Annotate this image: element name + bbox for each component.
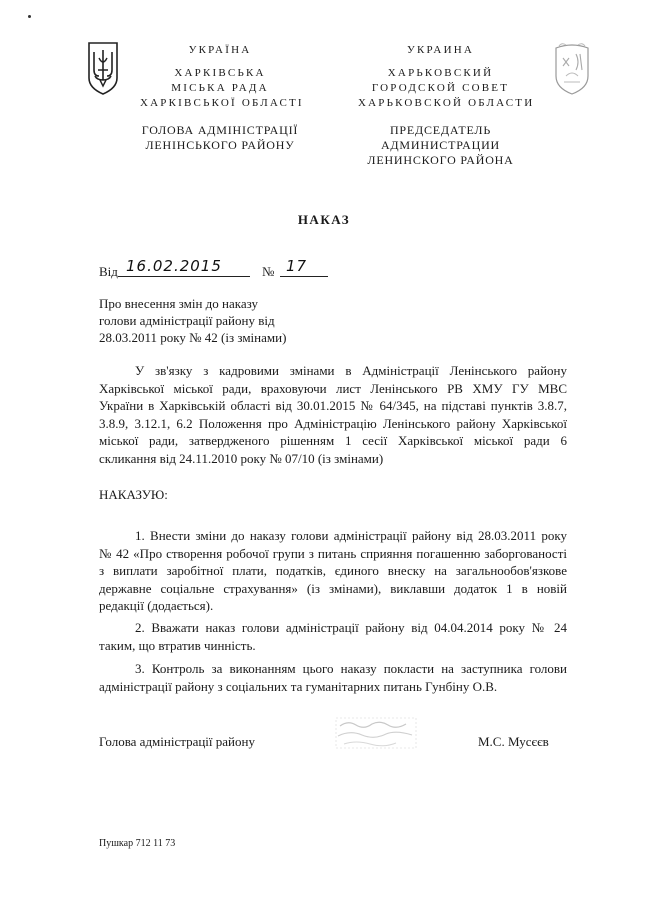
order-word: НАКАЗУЮ: (99, 487, 168, 502)
header-left-council-1: ХАРКІВСЬКА (174, 67, 266, 79)
preamble-line: міської ради, затвердженого рішенням 1 сесії Харківської міської ради 6 (99, 433, 567, 448)
preamble-line: У зв'язку з кадровими змінами в Адміністрації Ленінського району (135, 363, 567, 378)
header-left-country: УКРАЇНА (188, 44, 252, 56)
item-line: 1. Внести зміни до наказу голови адміністрації району від 28.03.2011 року (135, 528, 567, 543)
header-left-council-3: ХАРКІВСЬКОЇ ОБЛАСТІ (140, 97, 304, 109)
order-item-2 (99, 619, 567, 654)
preamble-line: Харківської міської ради, враховуючи лист Ленінського РВ ХМУ ГУ МВС (99, 380, 567, 396)
number-underline (280, 257, 328, 277)
header-left-council-2: МІСЬКА РАДА (171, 82, 269, 94)
order-item-3 (99, 660, 567, 695)
order-item-1 (99, 527, 567, 615)
header-left-office-2: ЛЕНІНСЬКОГО РАЙОНУ (145, 138, 295, 152)
date-underline (118, 257, 250, 277)
kharkiv-coat-of-arms-icon (552, 40, 592, 96)
item-line: № 42 «Про створення робочої групи з питань сприяння погашенню заборгованості (99, 545, 567, 561)
header-right-country: УКРАИНА (406, 44, 474, 56)
subject-line-3: 28.03.2011 року № 42 (із змінами) (99, 330, 287, 345)
header-right-office-2: АДМИНИСТРАЦИИ (380, 138, 501, 152)
header-left-office-1: ГОЛОВА АДМІНІСТРАЦІЇ (141, 123, 299, 137)
signature-position: Голова адміністрації району (99, 734, 255, 749)
header-right-office-1: ПРЕДСЕДАТЕЛЬ (389, 123, 492, 137)
date-handwritten: 16.02.2015 (126, 257, 222, 275)
preamble-line: України в Харківській області від 30.01.2015 № 64/345, на підставі пунктів 3.8.7, (99, 398, 567, 413)
header-right-office-3: ЛЕНИНСКОГО РАЙОНА (367, 153, 514, 167)
item-line: 2. Вважати наказ голови адміністрації району від 04.04.2014 року № 24 (135, 620, 567, 635)
item-line: з виплати заробітної плати, податків, єдиного внеску на загальнообов'язкове (99, 563, 567, 578)
preamble-line: скликання від 24.11.2010 року № 07/10 (із змінами) (99, 450, 384, 466)
number-handwritten: 17 (286, 257, 308, 275)
item-line: таким, що втратив чинність. (99, 637, 256, 653)
footer-executor: Пушкар 712 11 73 (99, 838, 176, 849)
header-right-council-3: ХАРЬКОВСКОЙ ОБЛАСТИ (358, 97, 535, 109)
document-title: НАКАЗ (297, 212, 351, 227)
ukraine-trident-icon (86, 40, 120, 96)
preamble (99, 362, 567, 467)
signature-name: М.С. Мусєєв (478, 734, 549, 749)
header-right-council-1: ХАРЬКОВСКИЙ (387, 67, 494, 79)
item-line: державне соціальне страхування» (із змінами), виклавши додаток 1 в новій (99, 580, 567, 596)
subject-line-2: голови адміністрації району від (99, 313, 275, 328)
signature-stamp (334, 716, 418, 750)
item-line: редакції (додається). (99, 598, 214, 613)
item-line: 3. Контроль за виконанням цього наказу покласти на заступника голови (135, 661, 567, 676)
item-line: адміністрації району з соціальних та гуманітарних питань Гунбіну О.В. (99, 678, 498, 694)
number-prefix: № (262, 264, 275, 279)
date-prefix: Від (99, 264, 118, 279)
header-right-council-2: ГОРОДСКОЙ СОВЕТ (371, 82, 510, 94)
scan-speck (28, 15, 31, 18)
subject-line-1: Про внесення змін до наказу (99, 296, 259, 311)
preamble-line: 3.8.9, 3.12.1, 6.2 Положення про Адміністрацію Ленінського району Харківської (99, 415, 567, 431)
